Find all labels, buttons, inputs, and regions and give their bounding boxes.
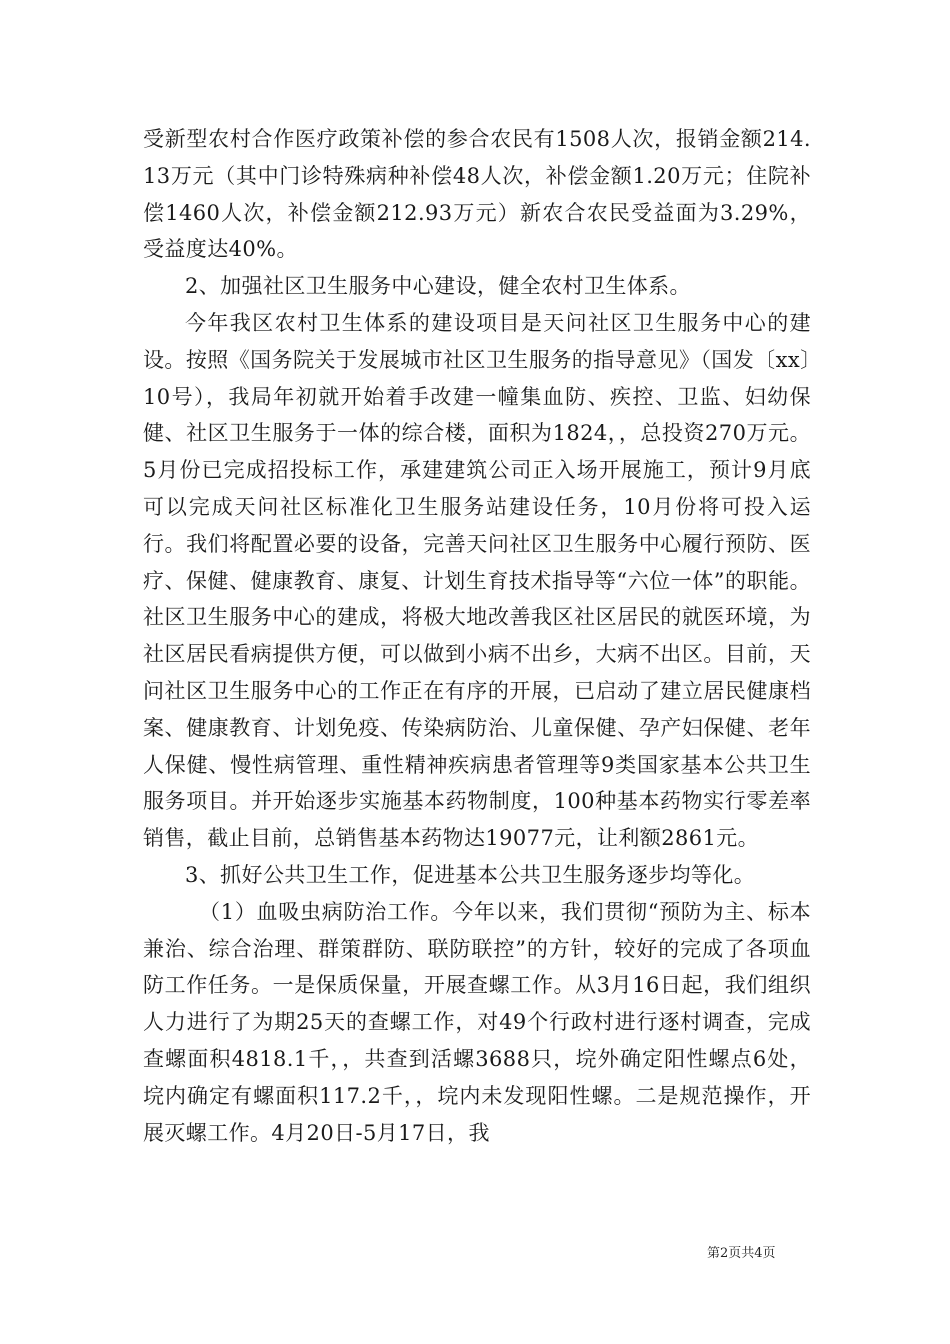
- section-heading-community-health: 2、加强社区卫生服务中心建设，健全农村卫生体系。: [185, 274, 691, 299]
- paragraph-schistosomiasis-control: （1）血吸虫病防治工作。今年以来，我们贯彻“预防为主、标本兼治、综合治理、群策群防、联防联控”的方针，较好的完成了各项血防工作任务。一是保质保量，开展查螺工作。从3月16日起，我们组织人力进行了为期25天的查螺工作，对49个行政村进行逐村调查，完成查螺面积4818.1千，，共查到活螺3688只，垸外确定阳性螺点6处，垸内确定有螺面积117.2千，，垸内未发现阳性螺。二是规范操作，开展灭螺工作。4月20日-5月17日，我: [143, 899, 811, 1145]
- section-heading-public-health: 3、抓好公共卫生工作，促进基本公共卫生服务逐步均等化。: [185, 862, 756, 887]
- page-number: 第2页共4页: [707, 1246, 776, 1261]
- document-body: [143, 121, 811, 1151]
- paragraph-community-health-center: 今年我区农村卫生体系的建设项目是天问社区卫生服务中心的建设。按照《国务院关于发展城市社区卫生服务的指导意见》（国发〔xx〕10号），我局年初就开始着手改建一幢集血防、疾控、卫监、妇幼保健、社区卫生服务于一体的综合楼，面积为1824，，总投资270万元。5月份已完成招投标工作，承建建筑公司正入场开展施工，预计9月底可以完成天问社区标准化卫生服务站建设任务，10月份将可投入运行。我们将配置必要的设备，完善天问社区卫生服务中心履行预防、医疗、保健、健康教育、康复、计划生育技术指导等“六位一体”的职能。社区卫生服务中心的建成，将极大地改善我区社区居民的就医环境，为社区居民看病提供方便，可以做到小病不出乡，大病不出区。目前，天问社区卫生服务中心的工作正在有序的开展，已启动了建立居民健康档案、健康教育、计划免疫、传染病防治、儿童保健、孕产妇保健、老年人保健、慢性病管理、重性精神疾病患者管理等9类国家基本公共卫生服务项目。并开始逐步实施基本药物制度，100种基本药物实行零差率销售，截止目前，总销售基本药物达19077元，让利额2861元。: [143, 310, 811, 851]
- paragraph-ncms-compensation: 受新型农村合作医疗政策补偿的参合农民有1508人次，报销金额214.13万元（其中门诊特殊病种补偿48人次，补偿金额1.20万元；住院补偿1460人次，补偿金额212.93万元）新农合农民受益面为3.29%，受益度达40%。: [143, 127, 811, 262]
